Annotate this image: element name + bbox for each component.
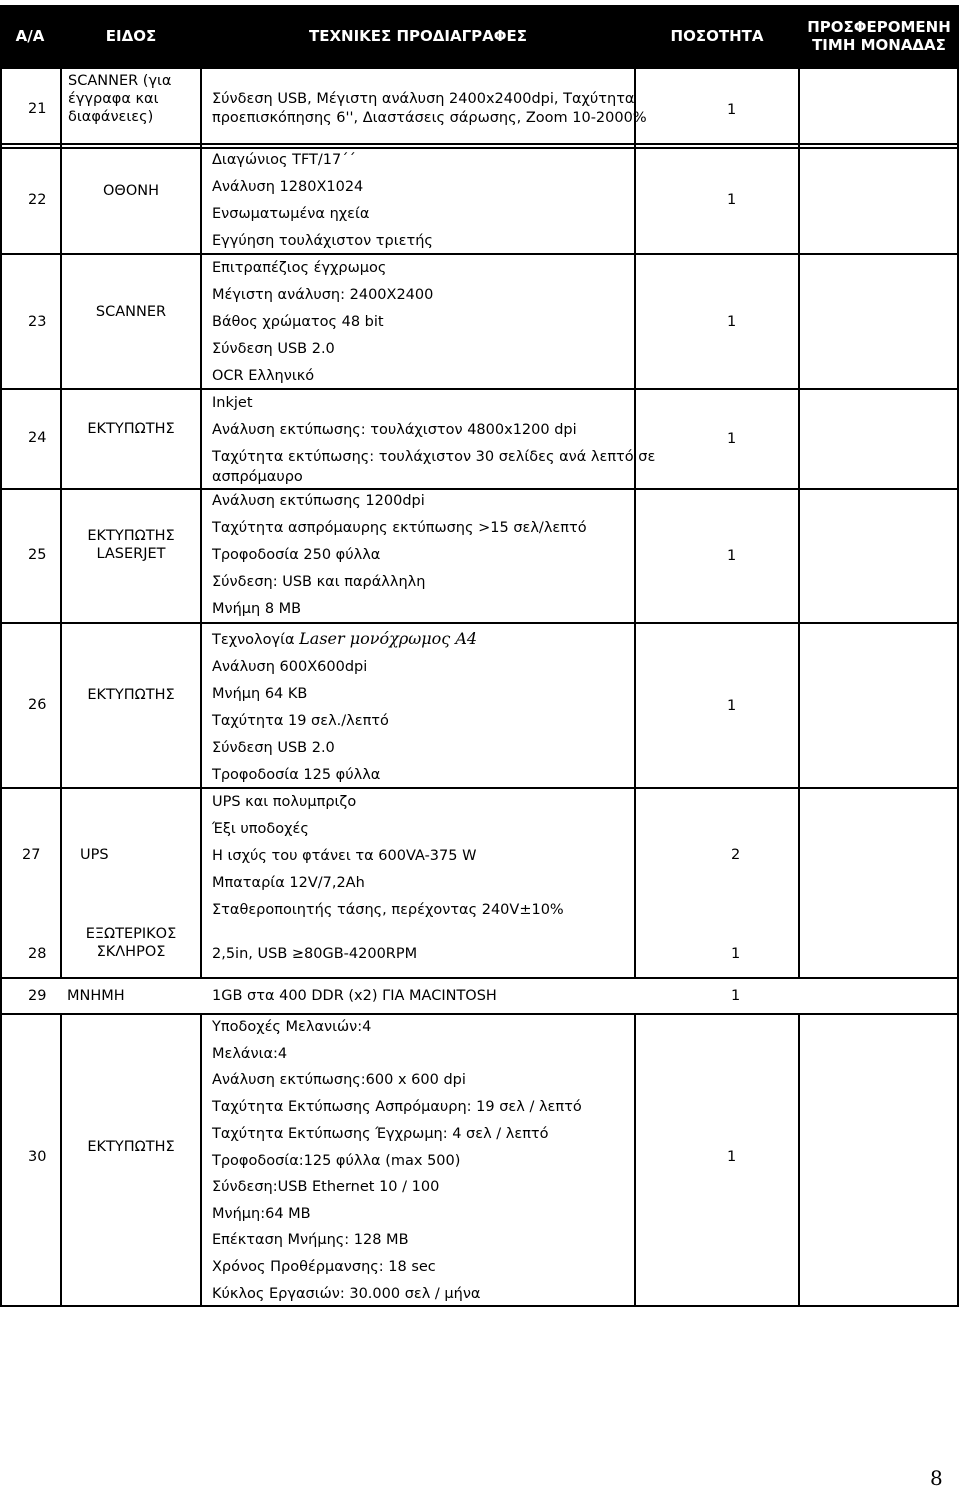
row-26-spec: Σύνδεση USB 2.0	[212, 740, 335, 756]
row-23-spec: Επιτραπέζιος έγχρωμος	[212, 260, 387, 276]
row-30-spec: Κύκλος Εργασιών: 30.000 σελ / μήνα	[212, 1286, 481, 1302]
header-aa: Α/Α	[15, 27, 45, 45]
row-22-spec: Εγγύηση τουλάχιστον τριετής	[212, 233, 433, 249]
grid-line	[798, 1015, 800, 1305]
row-27-item: UPS	[80, 847, 109, 863]
row-30-spec: Επέκταση Μνήμης: 128 MB	[212, 1232, 409, 1248]
row-25-qty: 1	[727, 548, 737, 564]
header-specs: ΤΕΧΝΙΚΕΣ ΠΡΟΔΙΑΓΡΑΦΕΣ	[308, 27, 528, 45]
grid-line	[200, 67, 202, 977]
row-22-spec: Διαγώνιος TFT/17΄΄	[212, 152, 356, 168]
row-21-spec: προεπισκόπησης 6'', Διαστάσεις σάρωσης, Zoom 10-2000%	[212, 110, 647, 126]
row-30-spec: Ταχύτητα Εκτύπωσης Ασπρόμαυρη: 19 σελ / λεπτό	[212, 1099, 582, 1115]
row-26-spec: Ταχύτητα 19 σελ./λεπτό	[212, 713, 389, 729]
row-29-aa: 29	[28, 988, 47, 1004]
grid-line	[0, 787, 959, 789]
grid-line	[0, 253, 959, 255]
row-25-item: ΕΚΤΥΠΩΤΗΣ	[87, 528, 175, 544]
row-30-spec: Ανάλυση εκτύπωσης:600 x 600 dpi	[212, 1072, 466, 1088]
row-21-qty: 1	[727, 102, 737, 118]
row-25-spec: Ανάλυση εκτύπωσης 1200dpi	[212, 493, 425, 509]
row-23-spec: Σύνδεση USB 2.0	[212, 341, 335, 357]
header-price-line2: ΤΙΜΗ ΜΟΝΑΔΑΣ	[812, 36, 946, 54]
row-22-spec: Ανάλυση 1280X1024	[212, 179, 364, 195]
row-27-spec: UPS και πολυμπριζο	[212, 794, 357, 810]
grid-line	[634, 1015, 636, 1305]
row-29-qty: 1	[731, 988, 741, 1004]
grid-line	[0, 488, 959, 490]
row-27-spec: Σταθεροποιητής τάσης, περέχοντας 240V±10%	[212, 902, 564, 918]
grid-line	[60, 67, 62, 977]
row-27-spec: Η ισχύς του φτάνει τα 600VA-375 W	[212, 848, 477, 864]
table-header	[0, 5, 958, 67]
row-24-spec: ασπρόμαυρο	[212, 469, 303, 485]
row-25-item: LASERJET	[96, 546, 166, 562]
page-number: 8	[930, 1466, 943, 1490]
row-21-item: έγγραφα και	[68, 91, 159, 107]
row-28-qty: 1	[731, 946, 741, 962]
grid-line	[0, 977, 959, 979]
row-23-item: SCANNER	[95, 304, 167, 320]
row-24-qty: 1	[727, 431, 737, 447]
row-23-aa: 23	[28, 314, 47, 330]
row-26-spec: Τροφοδοσία 125 φύλλα	[212, 767, 381, 783]
row-30-spec: Τροφοδοσία:125 φύλλα (max 500)	[212, 1153, 461, 1169]
row-30-item: ΕΚΤΥΠΩΤΗΣ	[87, 1139, 175, 1155]
row-26-qty: 1	[727, 698, 737, 714]
row-30-qty: 1	[727, 1149, 737, 1165]
row-26-item: ΕΚΤΥΠΩΤΗΣ	[87, 687, 175, 703]
row-21-spec: Σύνδεση USB, Μέγιστη ανάλυση 2400x2400dpi, Ταχύτητα	[212, 91, 635, 107]
grid-line	[0, 388, 959, 390]
row-21-item: διαφάνειες)	[68, 109, 154, 125]
row-22-aa: 22	[28, 192, 47, 208]
grid-line	[0, 67, 959, 69]
row-25-aa: 25	[28, 547, 47, 563]
row-29-spec: 1GB στα 400 DDR (x2) ΓΙΑ MACINTOSH	[212, 988, 497, 1004]
grid-line	[0, 1013, 959, 1015]
row-24-spec: Ταχύτητα εκτύπωσης: τουλάχιστον 30 σελίδες ανά λεπτό σε	[212, 449, 656, 465]
row-27-spec: Έξι υποδοχές	[212, 821, 309, 837]
row-21-aa: 21	[28, 101, 47, 117]
header-item: ΕΙΔΟΣ	[105, 27, 157, 45]
row-28-item: ΕΞΩΤΕΡΙΚΟΣ	[85, 926, 177, 942]
row-25-spec: Τροφοδοσία 250 φύλλα	[212, 547, 381, 563]
grid-line	[0, 5, 2, 1305]
row-27-spec: Μπαταρία 12V/7,2Ah	[212, 875, 365, 891]
grid-line	[798, 67, 800, 977]
row-30-spec: Μνήμη:64 MB	[212, 1206, 311, 1222]
grid-line	[60, 1015, 62, 1305]
row-28-spec-a: 2,5in, USB	[212, 946, 292, 962]
row-24-spec: Inkjet	[212, 395, 253, 411]
row-22-item: ΟΘΟΝΗ	[103, 183, 159, 199]
row-28-item: ΣΚΛΗΡΟΣ	[96, 944, 166, 960]
grid-line	[957, 5, 959, 1305]
row-24-item: ΕΚΤΥΠΩΤΗΣ	[87, 421, 175, 437]
row-27-qty: 2	[731, 847, 741, 863]
row-28-aa: 28	[28, 946, 47, 962]
row-30-spec: Μελάνια:4	[212, 1046, 288, 1062]
row-25-spec: Σύνδεση: USB και παράλληλη	[212, 574, 426, 590]
row-24-spec: Ανάλυση εκτύπωσης: τουλάχιστον 4800x1200 dpi	[212, 422, 577, 438]
row-25-spec: Μνήμη 8 MB	[212, 601, 302, 617]
grid-line	[634, 67, 636, 977]
grid-line	[200, 1015, 202, 1305]
row-26-spec-first-a: Τεχνολογία	[212, 632, 300, 648]
row-29-item: ΜΝΗΜΗ	[67, 988, 125, 1004]
row-25-spec: Ταχύτητα ασπρόμαυρης εκτύπωσης >15 σελ/λεπτό	[212, 520, 587, 536]
row-30-spec: Ταχύτητα Εκτύπωσης Έγχρωμη: 4 σελ / λεπτό	[212, 1126, 549, 1142]
row-24-aa: 24	[28, 430, 47, 446]
grid-line	[0, 143, 959, 145]
row-23-spec: Βάθος χρώματος 48 bit	[212, 314, 384, 330]
row-26-spec-first	[212, 630, 477, 649]
header-price-line1: ΠΡΟΣΦΕΡΟΜΕΝΗ	[807, 18, 951, 36]
row-22-qty: 1	[727, 192, 737, 208]
row-23-qty: 1	[727, 314, 737, 330]
row-30-aa: 30	[28, 1149, 47, 1165]
row-26-spec: Ανάλυση 600X600dpi	[212, 659, 368, 675]
row-23-spec: Μέγιστη ανάλυση: 2400X2400	[212, 287, 434, 303]
header-price	[800, 5, 958, 67]
row-30-spec: Υποδοχές Μελανιών:4	[212, 1019, 372, 1035]
header-qty: ΠΟΣΟΤΗΤΑ	[670, 27, 764, 45]
grid-line	[0, 1305, 959, 1307]
row-28-spec-b: 80GB-4200RPM	[304, 946, 418, 962]
row-27-aa: 27	[22, 847, 41, 863]
row-23-spec: OCR Ελληνικό	[212, 368, 315, 384]
row-21-item: SCANNER (για	[68, 73, 172, 89]
grid-line	[0, 147, 959, 149]
greater-equal-icon: ≥	[291, 946, 305, 962]
row-26-spec: Μνήμη 64 KB	[212, 686, 308, 702]
row-30-spec: Σύνδεση:USB Ethernet 10 / 100	[212, 1179, 440, 1195]
row-26-spec-first-b: Laser μονόχρωμος Α4	[299, 629, 478, 648]
row-26-aa: 26	[28, 697, 47, 713]
row-22-spec: Ενσωματωμένα ηχεία	[212, 206, 370, 222]
row-30-spec: Χρόνος Προθέρμανσης: 18 sec	[212, 1259, 436, 1275]
grid-line	[0, 622, 959, 624]
row-28-spec	[212, 945, 417, 963]
